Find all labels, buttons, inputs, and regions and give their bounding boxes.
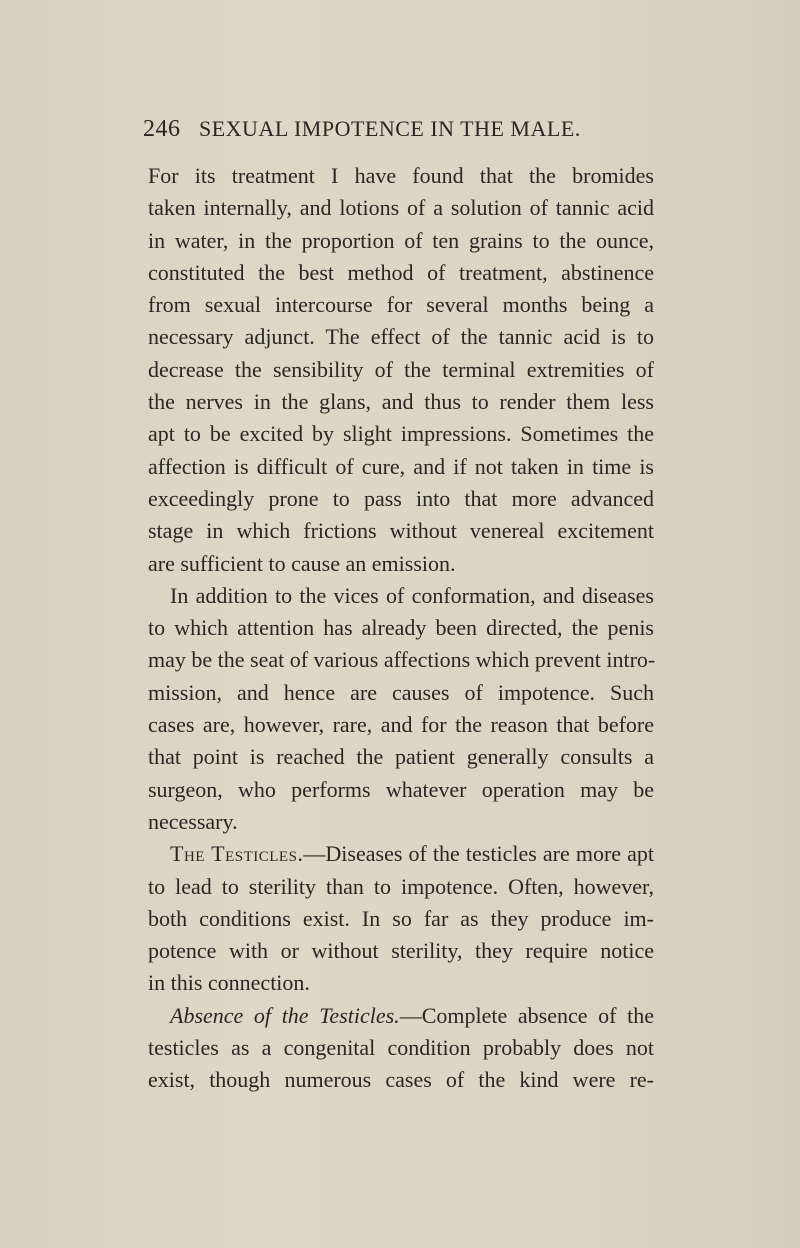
running-title: SEXUAL IMPOTENCE IN THE MALE. xyxy=(199,116,581,141)
body-text xyxy=(148,160,654,1097)
text-line: necessary adjunct. The effect of the tannic acid is to xyxy=(148,324,654,350)
text-line: mission, and hence are causes of impotence. Such xyxy=(148,679,654,705)
text-line: surgeon, who performs whatever operation may be xyxy=(148,776,654,802)
text-line: from sexual intercourse for several months being a xyxy=(148,292,654,318)
text-line: may be the seat of various affections which prevent intro- xyxy=(148,647,656,673)
running-head xyxy=(143,116,643,152)
text-line: affection is difficult of cure, and if not taken in time is xyxy=(148,453,654,479)
text-line: decrease the sensibility of the terminal extremities of xyxy=(148,356,654,382)
text-line: exceedingly prone to pass into that more advanced xyxy=(148,485,654,511)
text-line: In addition to the vices of conformation, and diseases xyxy=(170,582,654,608)
subsection-line xyxy=(148,1000,654,1032)
text-line: testicles as a congenital condition probably does not xyxy=(148,1035,654,1061)
text-line: the nerves in the glans, and thus to render them less xyxy=(148,389,654,415)
text-line: in water, in the proportion of ten grains to the ounce, xyxy=(148,227,654,253)
text-line: both conditions exist. In so far as they produce im- xyxy=(148,905,654,931)
text-line: that point is reached the patient generally consults a xyxy=(148,744,654,770)
text-line: taken internally, and lotions of a solution of tannic acid xyxy=(148,195,654,221)
text-line: to which attention has already been directed, the penis xyxy=(148,615,654,641)
text-line: are sufficient to cause an emission. xyxy=(148,550,456,576)
text-line: in this connection. xyxy=(148,970,310,996)
text-line: to lead to sterility than to impotence. Often, however, xyxy=(148,873,654,899)
section-heading: The Testicles. xyxy=(170,841,304,867)
subsection-heading: Absence of the Testicles. xyxy=(170,1002,400,1028)
text-line: potence with or without sterility, they require notice xyxy=(148,938,654,964)
text-line: apt to be excited by slight impressions. Sometimes the xyxy=(148,421,654,447)
text-line: stage in which frictions without venereal excitement xyxy=(148,518,654,544)
text-line: constituted the best method of treatment, abstinence xyxy=(148,259,654,285)
section-line xyxy=(148,838,654,870)
text-line: exist, though numerous cases of the kind were re- xyxy=(148,1067,654,1093)
text-line: necessary. xyxy=(148,808,238,834)
section-lead-text: —Diseases of the testicles are more apt xyxy=(303,841,655,867)
text-line: For its treatment I have found that the bromides xyxy=(148,163,654,188)
page-number: 246 xyxy=(143,116,181,142)
text-line: cases are, however, rare, and for the reason that before xyxy=(148,712,654,738)
subsection-lead-text: —Complete absence of the xyxy=(399,1002,654,1028)
